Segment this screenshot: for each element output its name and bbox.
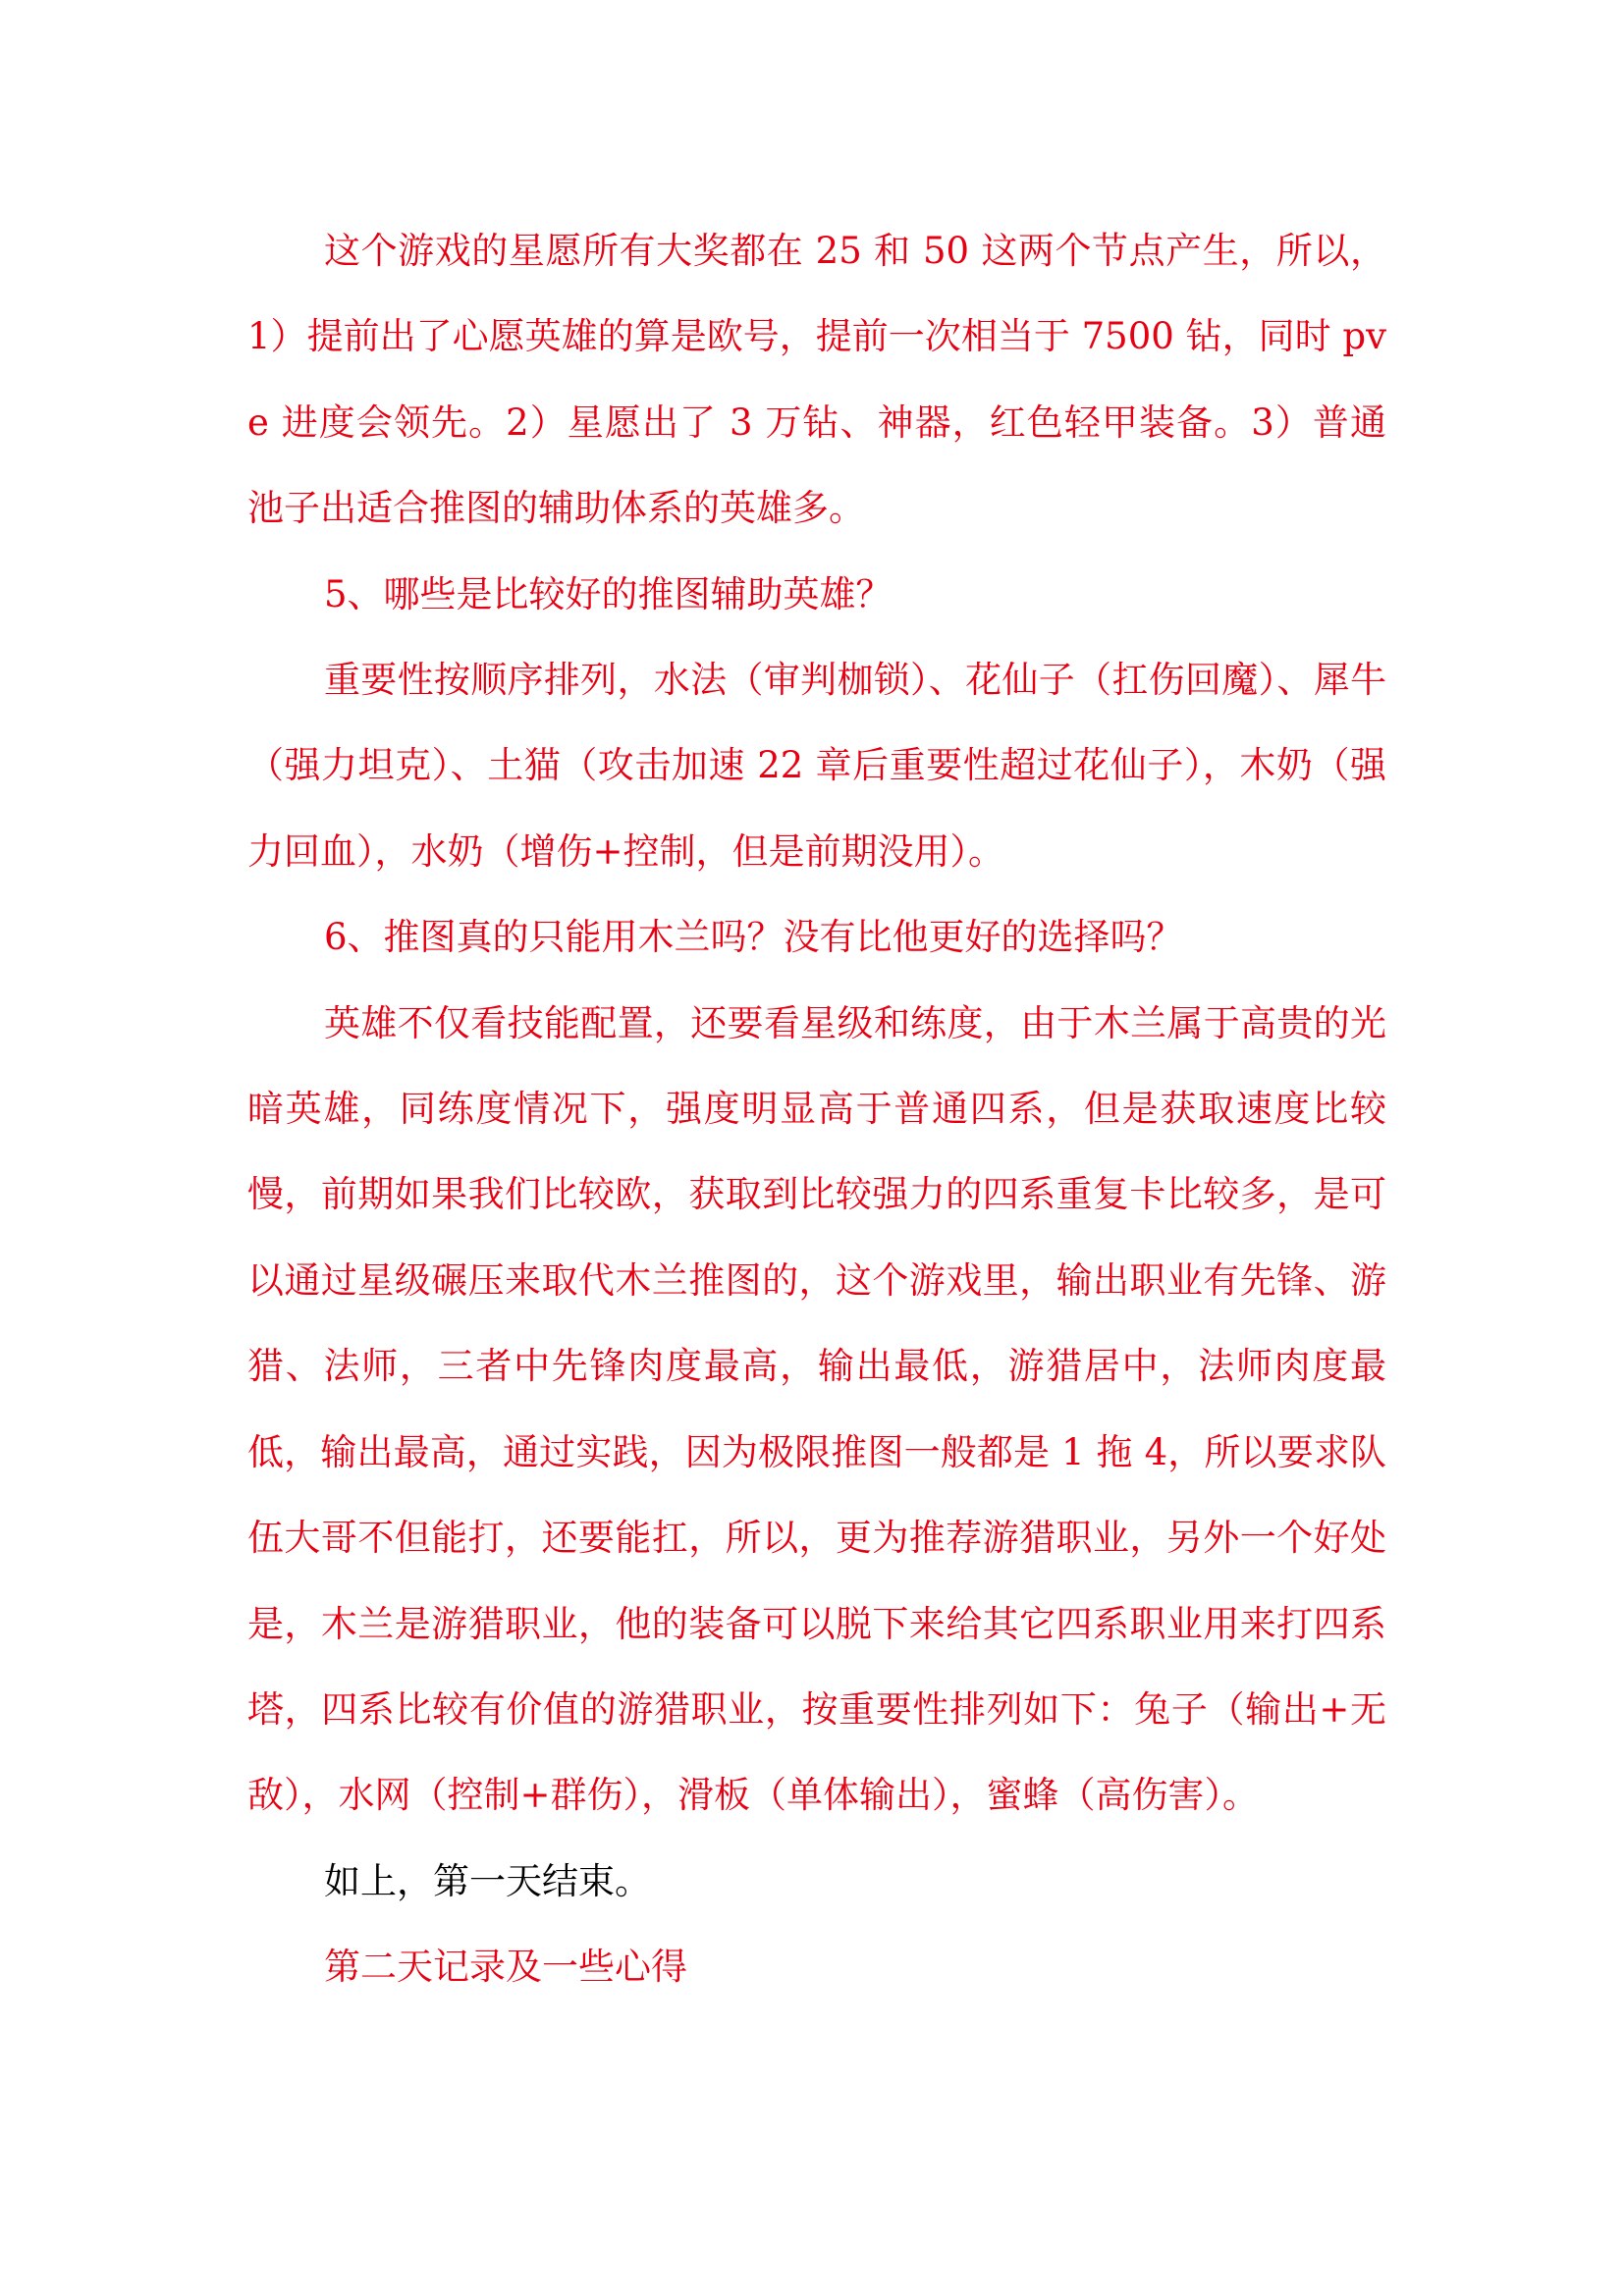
question-6-heading: 6、推图真的只能用木兰吗？没有比他更好的选择吗？ bbox=[324, 916, 1183, 959]
document-body bbox=[247, 208, 1386, 2010]
paragraph-day-one-end: 如上，第一天结束。 bbox=[324, 1859, 651, 1902]
paragraph-star-wish-rewards: 这个游戏的星愿所有大奖都在 25 和 50 这两个节点产生，所以，1）提前出了心愿英雄的算是欧号，提前一次相当于 7500 钻，同时 pve 进度会领先。2）星愿出了 3 万钻、神器，红色轻甲装备。3）普通池子出适合推图的辅助体系的英雄多。 bbox=[247, 230, 1386, 530]
paragraph-support-heroes: 重要性按顺序排列，水法（审判枷锁）、花仙子（扛伤回魔）、犀牛（强力坦克）、土猫（攻击加速 22 章后重要性超过花仙子），木奶（强力回血），水奶（增伤+控制，但是前期没用）。 bbox=[247, 659, 1386, 873]
day-two-heading: 第二天记录及一些心得 bbox=[324, 1946, 687, 1989]
paragraph-mulan-alternatives: 英雄不仅看技能配置，还要看星级和练度，由于木兰属于高贵的光暗英雄，同练度情况下，强度明显高于普通四系，但是获取速度比较慢，前期如果我们比较欧，获取到比较强力的四系重复卡比较多，是可以通过星级碾压来取代木兰推图的，这个游戏里，输出职业有先锋、游猎、法师，三者中先锋肉度最高，输出最低，游猎居中，法师肉度最低，输出最高，通过实践，因为极限推图一般都是 1 拖 4，所以要求队伍大哥不但能打，还要能扛，所以，更为推荐游猎职业，另外一个好处是，木兰是游猎职业，他的装备可以脱下来给其它四系职业用来打四系塔，四系比较有价值的游猎职业，按重要性排列如下：兔子（输出+无敌），水网（控制+群伤），滑板（单体输出），蜜蜂（高伤害）。 bbox=[247, 1001, 1386, 1817]
question-5-heading: 5、哪些是比较好的推图辅助英雄？ bbox=[324, 572, 893, 615]
